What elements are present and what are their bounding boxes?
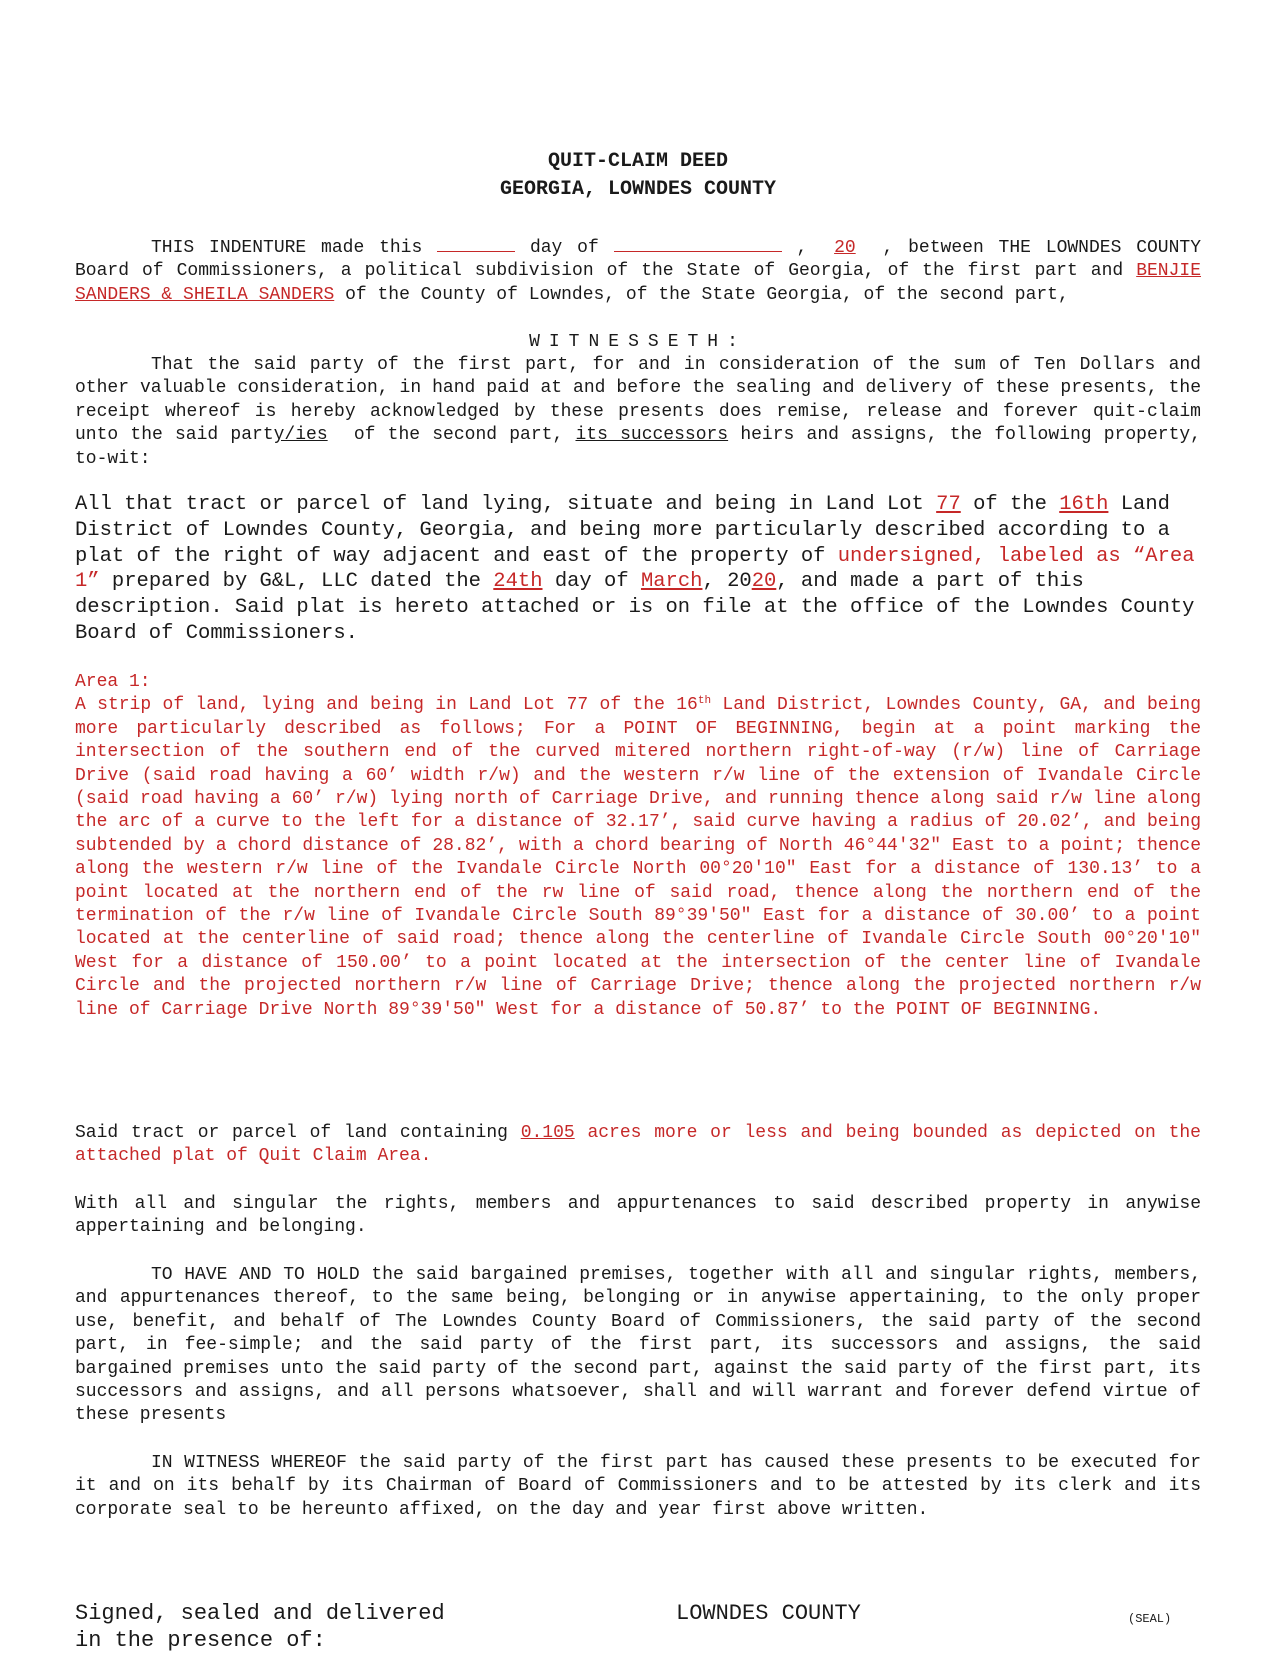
consideration-paragraph bbox=[75, 354, 1201, 471]
acreage-paragraph bbox=[75, 1122, 1201, 1169]
signature-witness-block bbox=[75, 1600, 635, 1654]
indenture-text-b: day of bbox=[529, 238, 599, 258]
area-text-a: A strip of land, lying and being in Land Lot 77 of the 16 bbox=[75, 695, 698, 716]
consideration-text-a: That the said party of the first part, for and in consideration of the sum of Ten Dollars and other valuable consideration, in hand paid at and before the sealing and delivery of these presents, the receipt whereof is hereby acknowledged by these presents does remise, release and forever quit-claim unto the said part bbox=[75, 355, 1201, 446]
tract-paragraph bbox=[75, 492, 1201, 647]
owner-reference: undersigned, labeled as “Area 1” bbox=[75, 544, 1195, 594]
consideration-text-b: of the second part, bbox=[353, 425, 564, 446]
tract-text-c: Land District of Lowndes County, Georgia, and being more particularly described according to a plat of the right of way adjacent and east of the property of bbox=[75, 493, 1170, 568]
title-line-2: GEORGIA, LOWNDES COUNTY bbox=[499, 178, 777, 201]
tract-text-e: day of bbox=[554, 570, 629, 594]
tract-text-a: All that tract or parcel of land lying, situate and being in Land Lot bbox=[75, 493, 924, 516]
habendum-text: TO HAVE AND TO HOLD the said bargained premises, together with all and singular rights, members, and appurtenances thereof, to the same being, belonging or in anywise appertaining, to the only proper use, benefit, and behalf of The Lowndes County Board of Commissioners, the said party of the second part, in fee-simple; and the said party of the first part, its successors and assigns, the said bargained premises unto the said party of the second part, against the said party of the first part, its successors and assigns, and all persons whatsoever, shall and will warrant and forever defend virtue of these presents bbox=[75, 1265, 1201, 1426]
habendum-paragraph bbox=[75, 1264, 1201, 1428]
rights-text: With all and singular the rights, members and appurtenances to said described property in anywise appertaining and belonging. bbox=[75, 1194, 1201, 1238]
witness-whereof-paragraph bbox=[75, 1452, 1201, 1522]
plat-year-suffix: 20 bbox=[751, 570, 777, 594]
plat-month: March bbox=[640, 570, 703, 594]
area-description bbox=[75, 671, 1201, 1022]
plat-day: 24th bbox=[493, 570, 543, 594]
witnesseth-heading bbox=[75, 331, 1201, 354]
title-line-1: QUIT-CLAIM DEED bbox=[547, 150, 729, 173]
day-blank bbox=[437, 235, 515, 252]
land-lot-number: 77 bbox=[936, 493, 961, 516]
rights-paragraph bbox=[75, 1193, 1201, 1240]
area-superscript: th bbox=[697, 695, 712, 708]
acreage-value: 0.105 bbox=[520, 1123, 575, 1143]
party-suffix: y/ies bbox=[273, 425, 328, 446]
consideration-text-c: heirs and assigns, the following property, to-wit: bbox=[75, 425, 1201, 469]
land-district: 16th bbox=[1059, 493, 1109, 516]
witness-whereof-text: IN WITNESS WHEREOF the said party of the first part has caused these presents to be executed for it and on its behalf by its Chairman of Board of Commissioners and to be attested by its clerk and its corporate seal to be hereunto affixed, on the day and year first above written. bbox=[75, 1453, 1201, 1520]
indenture-paragraph bbox=[75, 235, 1201, 307]
area-text-b: Land District, Lowndes County, GA, and being more particularly described as follows; For a POINT OF BEGINNING, begin at a point marking the intersection of the southern end of the curved mitered northern right-of-way (r/w) line of Carriage Drive (said road having a 60’ width r/w) and the western r/w line of the extension of Ivandale Circle (said road having a 60’ r/w) lying north of Carriage Drive, and running thence along said r/w line along the arc of a curve to the left for a distance of 32.17’, said curve having a radius of 20.02’, and being subtended by a chord distance of 28.82’, with a chord bearing of North 46°44'32" East to a point; thence along the western r/w line of the Ivandale Circle North 00°20'10" East for a distance of 130.13’ to a point located at the northern end of the rw line of said road, thence along the northern end of the termination of the r/w line of Ivandale Circle South 89°39'50" East for a distance of 30.00’ to a point located at the centerline of said road; thence along the centerline of Ivandale Circle South 00°20'10" West for a distance of 150.00’ to a point located at the intersection of the center line of Ivandale Circle and the projected northern r/w line of Carriage Drive; thence along the projected northern r/w line of Carriage Drive North 89°39'50" West for a distance of 50.87’ to the POINT OF BEGINNING. bbox=[75, 695, 1201, 1020]
county-signature-label: LOWNDES COUNTY bbox=[676, 1601, 861, 1626]
month-blank bbox=[614, 235, 782, 252]
successors-text: its successors bbox=[575, 425, 729, 446]
document-title bbox=[75, 148, 1201, 204]
seal-label: (SEAL) bbox=[1128, 1612, 1172, 1626]
acreage-text-b: acres more or less and being bounded as depicted on the attached plat of Quit Claim Area. bbox=[75, 1123, 1201, 1167]
grantee-names: BENJIE SANDERS & SHEILA SANDERS bbox=[75, 261, 1201, 305]
year-field: 20 bbox=[834, 238, 856, 258]
tract-text-g: , and made a part of this description. Said plat is hereto attached or is on file at the office of the Lowndes County Board of Commissioners. bbox=[75, 570, 1195, 645]
tract-text-b: of the bbox=[973, 493, 1047, 516]
tract-text-f: , 20 bbox=[702, 570, 752, 594]
area-heading: Area 1: bbox=[75, 672, 151, 692]
indenture-text-e: of the County of Lowndes, of the State Georgia, of the second part, bbox=[345, 284, 1069, 305]
witnesseth-text: WITNESSETH: bbox=[529, 332, 747, 352]
indenture-text-d: , between THE LOWNDES COUNTY Board of Commissioners, a political subdivision of the State of Georgia, of the first part and bbox=[75, 238, 1202, 282]
signature-left-line-1: Signed, sealed and delivered bbox=[75, 1601, 445, 1626]
signature-left-line-2: in the presence of: bbox=[75, 1628, 326, 1653]
acreage-text-a: Said tract or parcel of land containing bbox=[75, 1123, 508, 1143]
tract-text-d: prepared by G&L, LLC dated the bbox=[111, 570, 481, 594]
indenture-text-a: THIS INDENTURE made this bbox=[151, 238, 423, 258]
indenture-text-c: , bbox=[796, 238, 808, 258]
